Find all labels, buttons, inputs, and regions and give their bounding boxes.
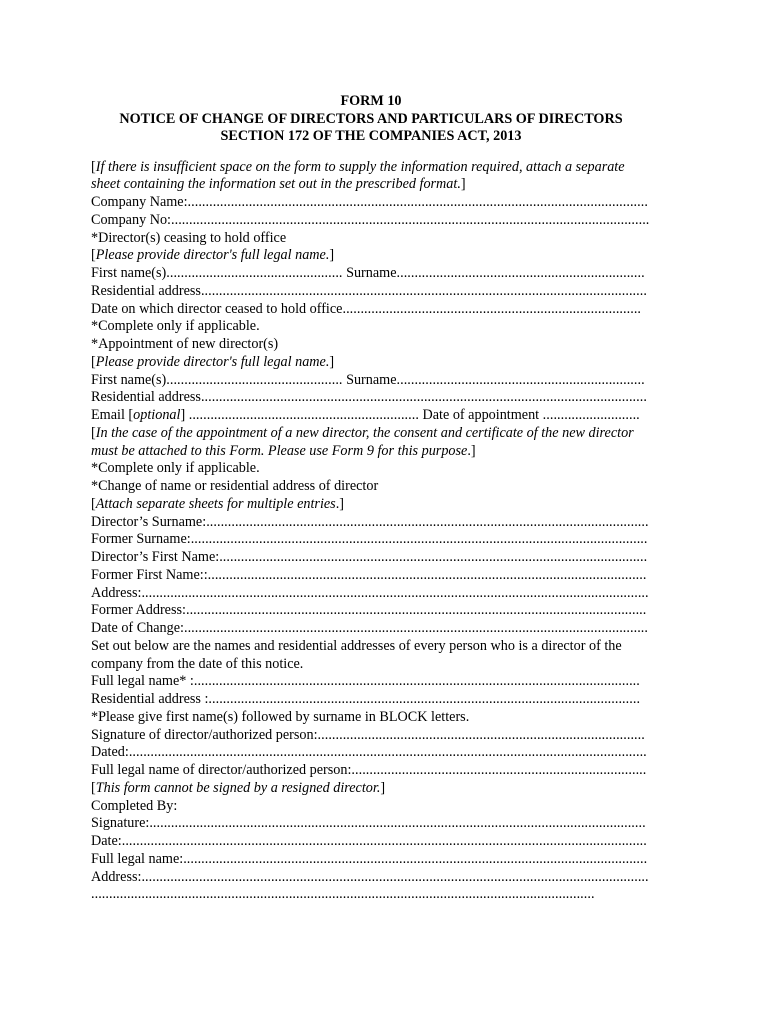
authorized-name-field[interactable]: Full legal name of director/authorized person:.................................................................................. xyxy=(91,762,647,778)
appointment-name-field[interactable]: First name(s)................................................. Surname..................................................................... xyxy=(91,371,645,388)
company-name-field[interactable]: Company Name:................................................................................................................................ xyxy=(91,194,648,210)
completed-address-continuation[interactable]: ............................................................................................................................................ xyxy=(91,886,595,903)
completed-date-field[interactable]: Date:.................................................................................................................................................. xyxy=(91,833,647,849)
resigned-director-note: [This form cannot be signed by a resigned director.] xyxy=(91,779,386,796)
director-surname-field[interactable]: Director’s Surname:........................................................................................................................... xyxy=(91,513,649,530)
completed-signature-field[interactable]: Signature:.......................................................................................................................................... xyxy=(91,815,646,832)
form-title: NOTICE OF CHANGE OF DIRECTORS AND PARTICULARS OF DIRECTORS xyxy=(119,110,623,127)
dated-field[interactable]: Dated:................................................................................................................................................ xyxy=(91,744,647,761)
ceasing-heading: *Director(s) ceasing to hold office xyxy=(91,229,287,246)
form-number: FORM 10 xyxy=(340,93,402,109)
authorized-signature-field[interactable]: Signature of director/authorized person:........................................................................................... xyxy=(91,726,645,743)
ceasing-date-field[interactable]: Date on which director ceased to hold office................................................................................... xyxy=(91,300,642,317)
director-first-name-field[interactable]: Director’s First Name:....................................................................................................................... xyxy=(91,549,648,565)
ceasing-applicable-note: *Complete only if applicable. xyxy=(91,318,260,335)
change-note: [Attach separate sheets for multiple entries.] xyxy=(91,495,344,512)
ceasing-address-field[interactable]: Residential address............................................................................................................................ xyxy=(91,282,647,299)
date-of-change-field[interactable]: Date of Change:................................................................................................................................. xyxy=(91,620,648,636)
change-heading: *Change of name or residential address of director xyxy=(91,478,379,494)
ceasing-name-field[interactable]: First name(s)................................................. Surname..................................................................... xyxy=(91,265,645,281)
current-address-field[interactable]: Residential address :........................................................................................................................ xyxy=(91,691,641,707)
appointment-address-field[interactable]: Residential address............................................................................................................................ xyxy=(91,389,647,406)
form-body xyxy=(91,159,651,905)
appointment-heading: *Appointment of new director(s) xyxy=(91,336,279,352)
former-surname-field[interactable]: Former Surname:............................................................................................................................... xyxy=(91,531,648,548)
former-address-field[interactable]: Former Address:................................................................................................................................ xyxy=(91,602,647,619)
appointment-consent-note: [In the case of the appointment of a new director, the consent and certificate of the new director must be attached to this Form. Please use Form 9 for this purpose.] xyxy=(91,424,634,459)
appointment-email-field[interactable]: Email [optional] ................................................................ Date of appointment ........................... xyxy=(91,407,640,423)
completed-name-field[interactable]: Full legal name:................................................................................................................................. xyxy=(91,850,648,867)
intro-note: [If there is insufficient space on the form to supply the information required, attach a separate sheet containing the information set out in the prescribed format.] xyxy=(91,158,625,193)
current-name-field[interactable]: Full legal name* :............................................................................................................................ xyxy=(91,673,640,690)
form-header xyxy=(76,93,666,146)
completed-by-heading: Completed By: xyxy=(91,797,178,814)
form-section: SECTION 172 OF THE COMPANIES ACT, 2013 xyxy=(220,128,522,144)
appointment-note: [Please provide director's full legal name.] xyxy=(91,353,335,370)
change-address-field[interactable]: Address:............................................................................................................................................. xyxy=(91,584,649,601)
block-letters-note: *Please give first name(s) followed by surname in BLOCK letters. xyxy=(91,708,470,725)
appointment-applicable-note: *Complete only if applicable. xyxy=(91,460,260,477)
current-directors-intro: Set out below are the names and residential addresses of every person who is a director of the company from the date of this notice. xyxy=(91,637,622,672)
ceasing-note: [Please provide director's full legal name.] xyxy=(91,247,335,264)
company-no-field[interactable]: Company No:..................................................................................................................................... xyxy=(91,211,650,228)
completed-address-field[interactable]: Address:............................................................................................................................................. xyxy=(91,868,649,885)
former-first-name-field[interactable]: Former First Name::.......................................................................................................................... xyxy=(91,566,647,583)
form-page xyxy=(91,93,651,904)
